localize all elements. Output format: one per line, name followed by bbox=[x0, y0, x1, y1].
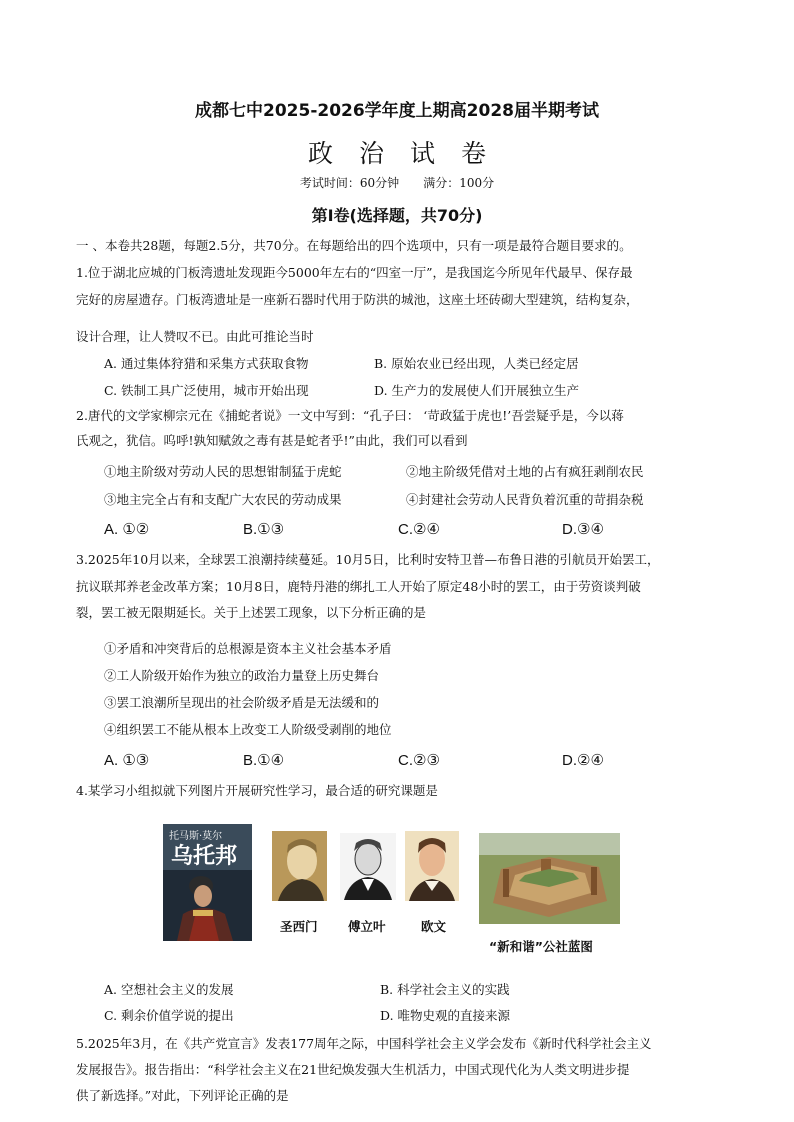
saint-simon-face-icon bbox=[272, 831, 327, 901]
q3-stem-line-1: 3.2025年10月以来，全球罢工浪潮持续蔓延。10月5日，比利时安特卫普—布鲁日港的引航员开始罢工， bbox=[76, 552, 660, 567]
q3-statement-1: ①矛盾和冲突背后的总根源是资本主义社会基本矛盾 bbox=[104, 641, 392, 656]
q3-statement-4: ④组织罢工不能从根本上改变工人阶级受剥削的地位 bbox=[104, 722, 392, 737]
q2-statement-1: ①地主阶级对劳动人民的思想钳制猛于虎蛇 bbox=[104, 464, 342, 479]
q3-statement-2: ②工人阶级开始作为独立的政治力量登上历史舞台 bbox=[104, 668, 380, 683]
owen-portrait-image bbox=[405, 831, 459, 901]
q2-statement-2: ②地主阶级凭借对土地的占有疯狂剥削农民 bbox=[406, 464, 644, 479]
q4-option-b: B. 科学社会主义的实践 bbox=[380, 982, 510, 997]
fourier-face-icon bbox=[340, 833, 396, 900]
q4-stem: 4.某学习小组拟就下列图片开展研究性学习，最合适的研究课题是 bbox=[76, 783, 438, 798]
q4-option-d: D. 唯物史观的直接来源 bbox=[380, 1008, 511, 1023]
book-author-text: 托马斯·莫尔 bbox=[169, 831, 223, 842]
caption-fourier: 傅立叶 bbox=[348, 919, 386, 934]
q4-option-a: A. 空想社会主义的发展 bbox=[104, 982, 234, 997]
q1-option-b: B. 原始农业已经出现，人类已经定居 bbox=[374, 356, 579, 371]
q3-stem-line-3: 裂，罢工被无限期延长。关于上述罢工现象，以下分析正确的是 bbox=[76, 605, 427, 620]
q4-option-c: C. 剩余价值学说的提出 bbox=[104, 1008, 234, 1023]
fourier-portrait-image bbox=[340, 833, 396, 900]
q3-option-a: A. ①③ bbox=[104, 752, 150, 769]
q1-stem-line-3: 设计合理，让人赞叹不已。由此可推论当时 bbox=[76, 329, 314, 344]
saint-simon-portrait-image bbox=[272, 831, 327, 901]
q1-option-d: D. 生产力的发展使人们开展独立生产 bbox=[374, 383, 580, 398]
q2-option-d: D.③④ bbox=[562, 521, 604, 538]
book-title-text: 乌托邦 bbox=[171, 844, 238, 869]
q5-stem-line-3: 供了新选择。”对此，下列评论正确的是 bbox=[76, 1088, 289, 1103]
q3-statement-3: ③罢工浪潮所呈现出的社会阶级矛盾是无法缓和的 bbox=[104, 695, 380, 710]
q5-stem-line-1: 5.2025年3月，在《共产党宣言》发表177周年之际，中国科学社会主义学会发布《新时代科学社会主义 bbox=[76, 1036, 652, 1051]
full-score: 满分：100分 bbox=[423, 176, 495, 190]
caption-saint-simon: 圣西门 bbox=[280, 919, 318, 934]
q1-option-c: C. 铁制工具广泛使用，城市开始出现 bbox=[104, 383, 309, 398]
subject-title: 政治试卷 bbox=[307, 139, 512, 168]
q3-option-c: C.②③ bbox=[398, 752, 440, 769]
q2-option-a: A. ①② bbox=[104, 521, 150, 538]
utopia-book-cover-image bbox=[163, 824, 252, 941]
new-harmony-blueprint-image bbox=[479, 833, 620, 924]
q2-stem-line-2: 氏观之，犹信。呜呼!孰知赋敛之毒有甚是蛇者乎!”由此，我们可以看到 bbox=[76, 433, 468, 448]
q5-stem-line-2: 发展报告》。报告指出：“科学社会主义在21世纪焕发强大生机活力，中国式现代化为人类文明进步提 bbox=[76, 1062, 630, 1077]
q3-option-d: D.②④ bbox=[562, 752, 604, 769]
q1-stem-line-1: 1.位于湖北应城的门板湾遗址发现距今5000年左右的“四室一厅”，是我国迄今所见年代最早、保存最 bbox=[76, 265, 633, 280]
community-building-icon bbox=[479, 833, 620, 924]
q1-option-a: A. 通过集体狩猎和采集方式获取食物 bbox=[104, 356, 309, 371]
caption-new-harmony: “新和谐”公社蓝图 bbox=[489, 939, 593, 954]
instructions: 一 、本卷共28题，每题2.5分，共70分。在每题给出的四个选项中，只有一项是最符合题目要求的。 bbox=[76, 238, 632, 253]
q3-option-b: B.①④ bbox=[243, 752, 285, 769]
portrait-figure-icon bbox=[163, 824, 252, 941]
caption-owen: 欧文 bbox=[421, 919, 447, 934]
exam-info bbox=[0, 174, 794, 191]
q2-option-c: C.②④ bbox=[398, 521, 440, 538]
owen-face-icon bbox=[405, 831, 459, 901]
q3-stem-line-2: 抗议联邦养老金改革方案；10月8日，鹿特丹港的绑扎工人开始了原定48小时的罢工，由于劳资谈判破 bbox=[76, 579, 641, 594]
q2-statement-3: ③地主完全占有和支配广大农民的劳动成果 bbox=[104, 492, 342, 507]
q1-stem-line-2: 完好的房屋遗存。门板湾遗址是一座新石器时代用于防洪的城池，这座土坯砖砌大型建筑，结构复杂， bbox=[76, 292, 639, 307]
q2-option-b: B.①③ bbox=[243, 521, 285, 538]
section-heading: 第Ⅰ卷(选择题，共70分) bbox=[311, 206, 483, 225]
q2-statement-4: ④封建社会劳动人民背负着沉重的苛捐杂税 bbox=[406, 492, 644, 507]
exam-title: 成都七中2025-2026学年度上期高2028届半期考试 bbox=[195, 101, 599, 121]
q2-stem-line-1: 2.唐代的文学家柳宗元在《捕蛇者说》一文中写到：“孔子曰： ‘苛政猛于虎也!’吾尝疑乎是，今以蒋 bbox=[76, 408, 624, 423]
exam-time: 考试时间：60分钟 bbox=[299, 176, 400, 190]
